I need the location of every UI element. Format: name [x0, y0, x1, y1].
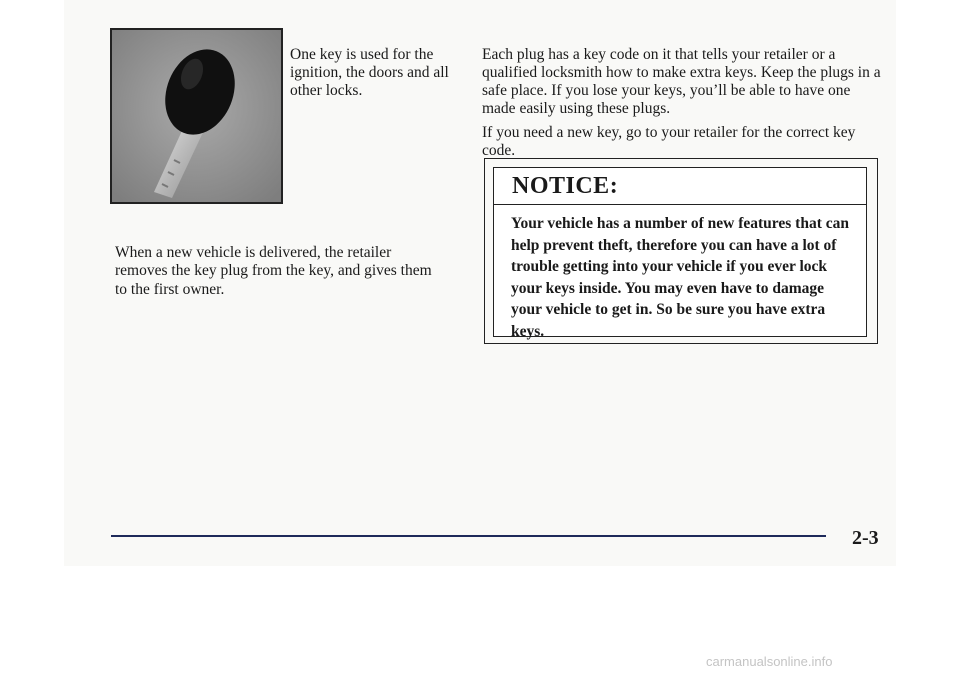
key-code-paragraph: Each plug has a key code on it that tells your retailer or a qualified locksmith how to make extra keys. Keep the plugs in a safe place. If you lose your keys, you’ll be able to have one made easily using these plugs. — [482, 45, 881, 117]
key-photo — [110, 28, 283, 204]
page-number: 2-3 — [852, 527, 879, 549]
notice-header — [493, 167, 867, 205]
notice-box — [484, 158, 878, 344]
watermark: carmanualsonline.info — [706, 654, 833, 669]
delivery-paragraph: When a new vehicle is delivered, the retailer removes the key plug from the key, and gives them to the first owner. — [115, 243, 432, 298]
notice-title: NOTICE: — [512, 173, 619, 199]
key-caption: One key is used for the ignition, the doors and all other locks. — [290, 45, 449, 99]
notice-body: Your vehicle has a number of new features that can help prevent theft, therefore you can have a lot of trouble getting into your vehicle if you ever lock your keys inside. You may even have to damage your vehicle to get in. So be sure you have extra keys. — [493, 205, 867, 337]
key-illustration — [112, 30, 281, 202]
footer-rule — [111, 535, 826, 537]
new-key-paragraph: If you need a new key, go to your retailer for the correct key code. — [482, 123, 856, 159]
